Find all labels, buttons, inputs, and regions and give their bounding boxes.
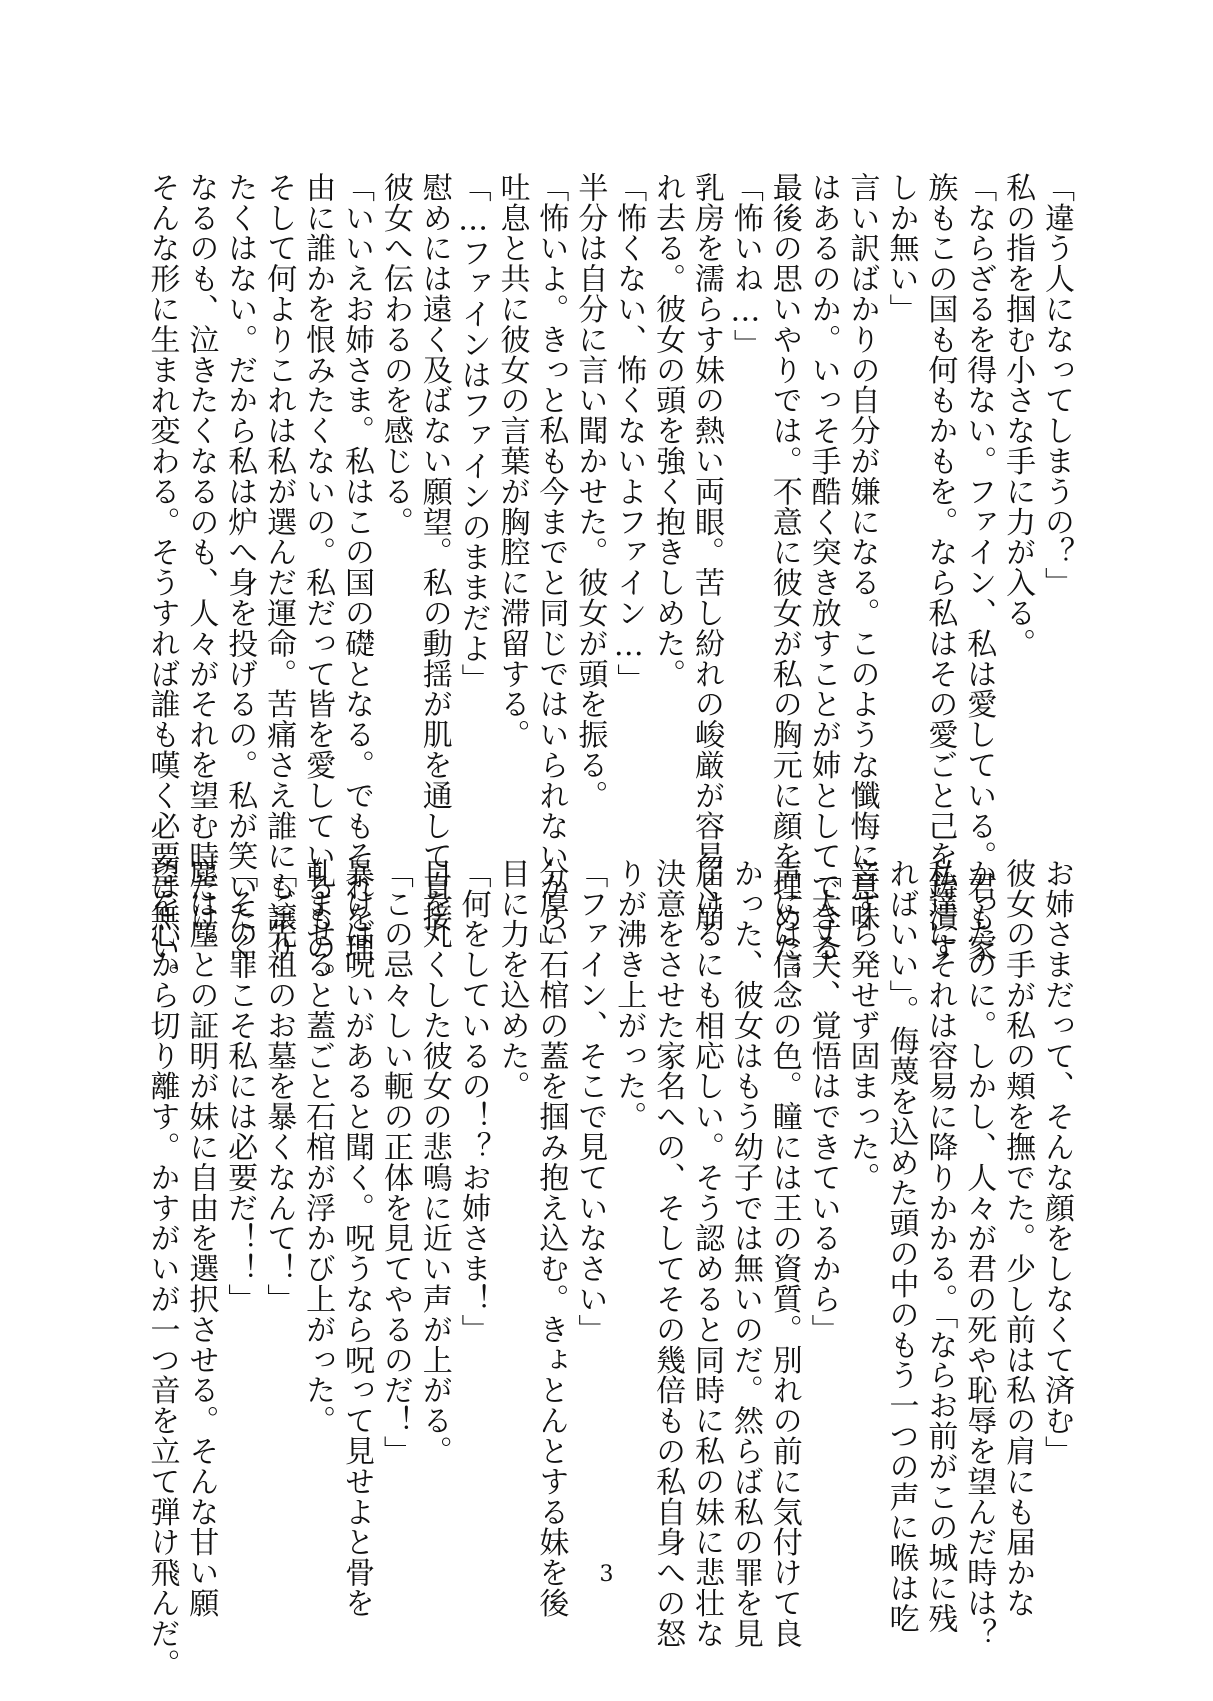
- text-line: 族もこの国も何もかもを。なら私はその愛ごと己を鋳潰す: [922, 172, 958, 963]
- text-line: 言い訳ばかりの自分が嫌になる。このような懺悔に意味: [844, 172, 880, 932]
- text-line: 暴けば呪いがあると聞く。呪うなら呪って見せよと骨を: [338, 858, 374, 1618]
- text-line: 「いいえお姉さま。私はこの国の礎となる。でもそれを理: [338, 172, 374, 963]
- text-line: 軋ませると蓋ごと石棺が浮かび上がった。: [300, 858, 336, 1436]
- text-line: 「怖くない、怖くないよファイン…」: [611, 172, 647, 694]
- text-block-bottom: [135, 858, 1075, 1679]
- text-line: そして何よりこれは私が選んだ運命。苦痛さえ誰にも譲り: [261, 172, 297, 963]
- text-line: 声には信念の色。瞳には王の資質。別れの前に気付けて良: [766, 858, 802, 1649]
- text-line: 音すら発せず固まった。: [844, 858, 880, 1193]
- text-line: れ去る。彼女の頭を強く抱きしめた。: [650, 172, 686, 689]
- text-line: 塵は塵との証明が妹に自由を選択させる。そんな甘い願: [183, 858, 219, 1618]
- text-line: 望を心から切り離す。かすがいが一つ音を立て弾け飛んだ。: [144, 858, 180, 1679]
- text-line: 「その罪こそ私には必要だ！！」: [222, 858, 258, 1314]
- text-line: 「ファイン、そこで見ていなさい」: [572, 858, 608, 1345]
- text-line: かった、彼女はもう幼子では無いのだ。然らば私の罪を見: [727, 858, 763, 1649]
- text-line: 「ならざるを得ない。ファイン、私は愛している。君も家: [961, 172, 997, 963]
- text-line: 最後の思いやりでは。不意に彼女が私の胸元に顔を埋めた。: [766, 172, 802, 993]
- text-line: 届けるにも相応しい。そう認めると同時に私の妹に悲壮な: [688, 858, 724, 1649]
- text-line: 「何をしているの！？お姉さま！」: [455, 858, 491, 1345]
- text-line: ればいい」。侮蔑を込めた頭の中のもう一つの声に喉は吃: [883, 858, 919, 1634]
- text-line: そんな形に生まれ変わる。そうすれば誰も嘆く必要は無い。: [144, 172, 180, 993]
- text-line: 吐息と共に彼女の言葉が胸腔に滞留する。: [494, 172, 530, 750]
- text-line: 「怖いね…」: [727, 172, 763, 360]
- text-line: 「…ファインはファインのままだよ」: [455, 172, 491, 694]
- text-line: 目を丸くした彼女の悲鳴に近い声が上がる。: [416, 858, 452, 1466]
- text-line: 彼女へ伝わるのを感じる。: [377, 172, 413, 537]
- text-line: なるのも、泣きたくなるのも、人々がそれを望む時だけ。: [183, 172, 219, 963]
- text-line: はあるのか。いっそ手酷く突き放すことが姉としてできる: [805, 172, 841, 963]
- text-line: 由に誰かを恨みたくないの。私だって皆を愛しているもの。: [300, 172, 336, 993]
- text-line: 私の指を掴む小さな手に力が入る。: [1000, 172, 1036, 659]
- text-line: 「違う人になってしまうの？」: [1039, 172, 1074, 598]
- text-line: かったのに。しかし、人々が君の死や恥辱を望んだ時は？: [961, 858, 997, 1649]
- text-line: 「大丈夫、覚悟はできているから」: [805, 858, 841, 1345]
- text-line: 彼女の手が私の頬を撫でた。少し前は私の肩にも届かな: [1000, 858, 1036, 1618]
- text-line: 半分は自分に言い聞かせた。彼女が頭を振る。: [572, 172, 608, 811]
- text-line: 「ご先祖のお墓を暴くなんて！」: [261, 858, 297, 1314]
- text-line: 決意をさせた家名への、そしてその幾倍もの私自身への怒: [650, 858, 686, 1649]
- text-line: しか無い」: [883, 172, 919, 324]
- page-number: 3: [599, 1562, 614, 1587]
- text-line: 「この忌々しい軛の正体を見てやるのだ！」: [377, 858, 413, 1466]
- text-line: 「怖いよ。きっと私も今までと同じではいられないから」: [533, 172, 569, 963]
- text-line: 私達にそれは容易に降りかかる。「ならお前がこの城に残: [922, 858, 958, 1634]
- text-line: 乳房を濡らす妹の熱い両眼。苦し紛れの峻厳が容易く崩: [688, 172, 724, 932]
- text-line: 分厚い石棺の蓋を掴み抱え込む。きょとんとする妹を後: [533, 858, 569, 1618]
- text-line: 目に力を込めた。: [494, 858, 530, 1102]
- text-line: りが沸き上がった。: [611, 858, 647, 1132]
- text-line: お姉さまだって、そんな顔をしなくて済む」: [1039, 858, 1074, 1466]
- text-line: たくはない。だから私は炉へ身を投げるの。私が笑いたく: [222, 172, 258, 963]
- text-line: 慰めには遠く及ばない願望。私の動揺が肌を通して直接: [416, 172, 452, 932]
